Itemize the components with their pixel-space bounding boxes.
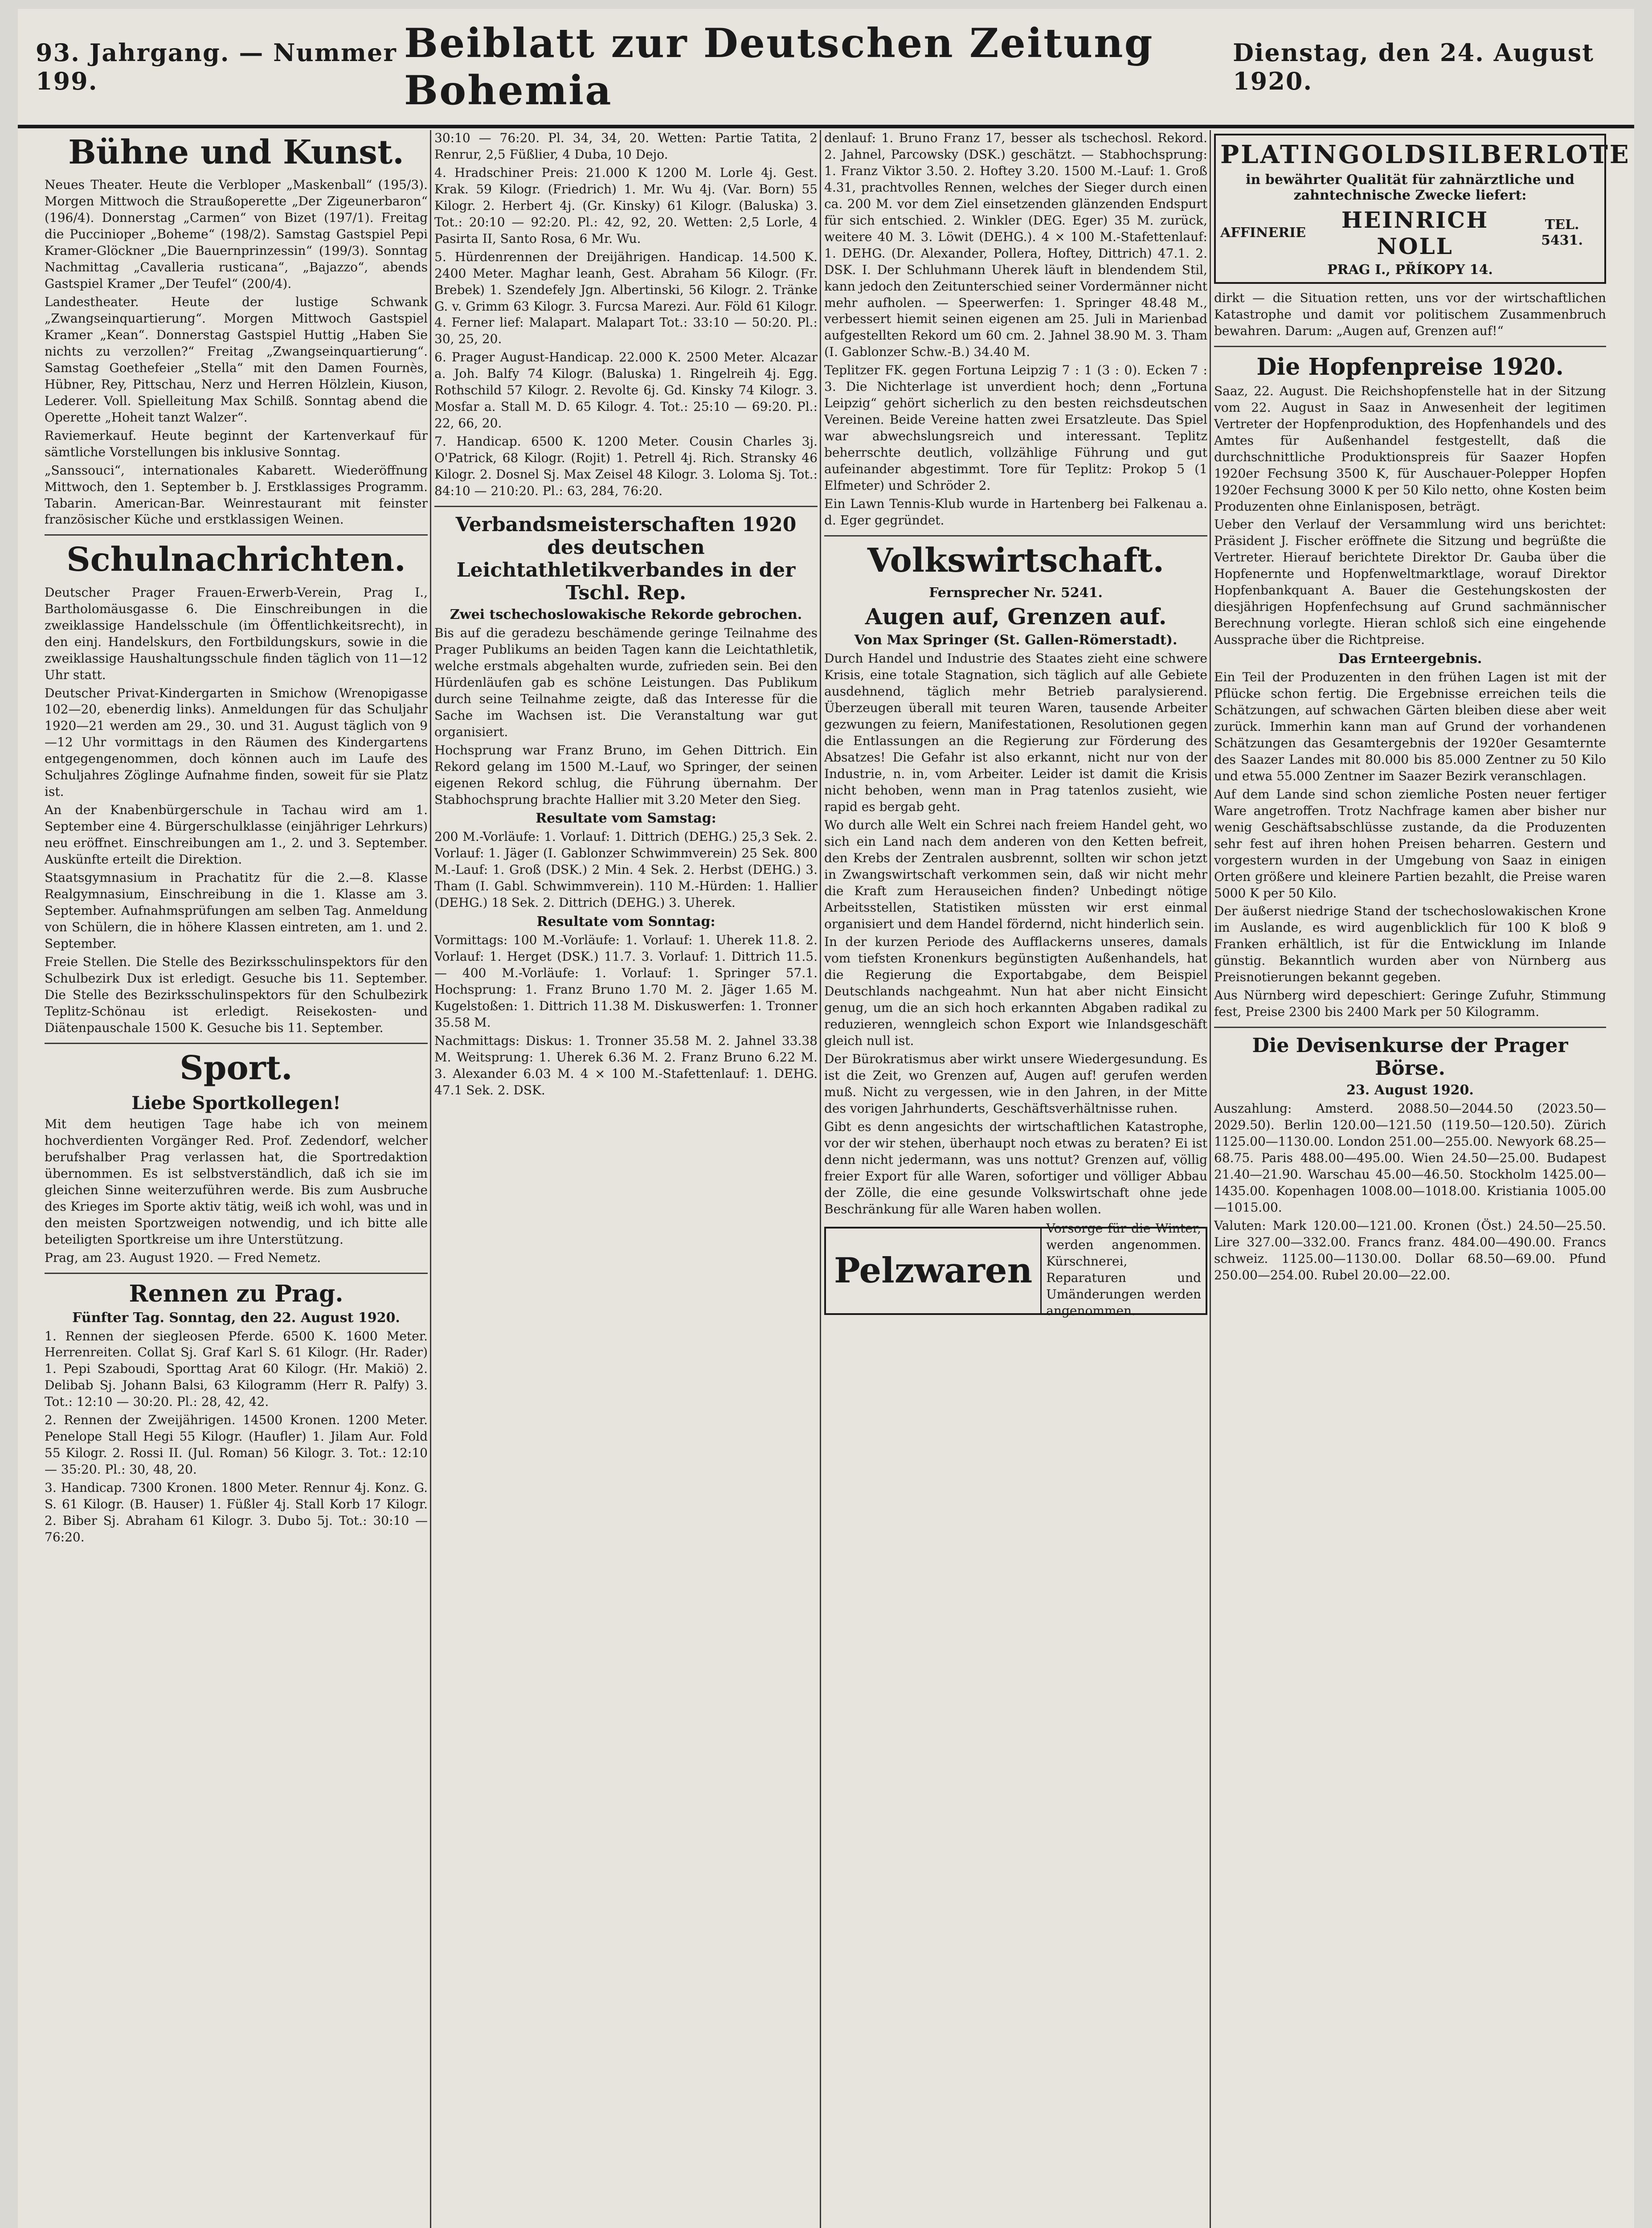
verband-header: Verbandsmeisterschaften 1920 des deutschen Leichtathletikverbandes in der Tschl. Rep. <box>455 513 797 604</box>
column-rule <box>1210 130 1211 2228</box>
separator <box>434 506 818 507</box>
ad-word: SILBER <box>1427 140 1547 169</box>
article-paragraph: Hochsprung war Franz Bruno, im Gehen Dittrich. Ein Rekord gelang im 1500 M.-Lauf, wo Springer, der seinen eigenen Rekord schlug, die Führung übernahm. Der Stabhochsprung brachte Hallier mit 3.20 Meter den Sieg. <box>434 742 818 807</box>
issue-date: Dienstag, den 24. August 1920. <box>1233 38 1595 95</box>
section-header-buehne: Bühne und Kunst. <box>68 133 404 172</box>
article-paragraph: Durch Handel und Industrie des Staates zieht eine schwere Krisis, eine totale Stagnation, sich täglich auf alle Gebiete ausdehnend, täglich mehr Betrieb paralysierend. Überzeugen überall mit teuren Waren, tausende Arbeiter gezwungen zu feiern, Manifestationen, Resolutionen gegen die Entlassungen an die Regierung zur Förderung des Absatzes! Die Gefahr ist also erkannt, nicht nur von der Industrie, n. in, vom Arbeiter. Leider ist damit die Krisis nicht behoben, wenn man in Prag tatenlos zusieht, wie rapid es bergab geht. <box>824 651 1207 814</box>
article-paragraph: 5. Hürdenrennen der Dreijährigen. Handicap. 14.500 K. 2400 Meter. Maghar leanh, Gest. Abraham 56 Kilogr. (Fr. Brebek) 1. Szendefely Jgn. Albertinski, 56 Kilogr. 2. Tränke G. v. Grimm 63 Kilogr. 3. Furcsa Marezi. Aur. Föld 61 Kilogr. 4. Ferner lief: Malapart. Malapart Tot.: 33:10 — 50:20. Pl.: 30, 25, 20. <box>434 249 818 347</box>
article-paragraph: Staatsgymnasium in Prachatitz für die 2.—8. Klasse Realgymnasium, Einschreibung in die 1. Klasse am 3. September. Aufnahmsprüfungen am selben Tag. Anmeldung von Schülern, die in höhere Klassen eintreten, am 1. und 2. September. <box>45 870 428 951</box>
ad-word: LOTE <box>1546 140 1631 169</box>
article-paragraph: Teplitzer FK. gegen Fortuna Leipzig 7 : 1 (3 : 0). Ecken 7 : 3. Die Nichterlage ist unverdient hoch; denn „Fortuna Leipzig“ gehört sicherlich zu den besten reichsdeutschen Vereinen. Beide Vereine hatten zwei Ersatzleute. Das Spiel war abwechslungsreich und interessant. Teplitz beherrschte deutlich, vollzählige Führung und gut aufeinander abgestimmt. Tore für Teplitz: Prokop 5 (1 Elfmeter) und Schröder 2. <box>824 363 1207 493</box>
ad-company: HEINRICH NOLL <box>1341 207 1489 259</box>
article-paragraph: Bis auf die geradezu beschämende geringe Teilnahme des Prager Publikums an beiden Tagen kann die Leichtathletik, welche erstmals abgehalten wurde, zufrieden sein. Bei den Hürdenläufen gab es schöne Leistungen. Das Publikum durch seine Teilnahme zeigte, daß das Interesse für die Sache im Wachsen ist. Die Veranstaltung war gut organisiert. <box>434 625 818 739</box>
ad-refiner: AFFINERIE <box>1220 225 1306 241</box>
article-paragraph: Freie Stellen. Die Stelle des Bezirksschulinspektors für den Schulbezirk Dux ist erledigt. Gesuche bis 11. September. Die Stelle des Bezirksschulinspektors für den Schulbezirk Teplitz-Schönau ist erledigt. Reisekosten- und Diätenpauschale 1500 K. Gesuche bis 11. September. <box>45 954 428 1035</box>
article-paragraph: Deutscher Prager Frauen-Erwerb-Verein, Prag I., Bartholomäusgasse 6. Die Einschreibungen in die zweiklassige Handelsschule (im Öffentlichkeitsrecht), in den einj. Handelskurs, den Fortbildungskurs, sowie in die zweiklassige Haushaltungsschule finden täglich von 11—12 Uhr statt. <box>45 585 428 682</box>
column-2 <box>434 130 818 2228</box>
ad-tagline: in bewährter Qualität für zahnärztliche und zahntechnische Zwecke liefert: <box>1246 172 1574 203</box>
column-4 <box>1214 130 1631 2228</box>
article-paragraph: Der äußerst niedrige Stand der tschechoslowakischen Krone im Auslande, es wird augenblicklich für 100 K bloß 9 Franken erhältlich, ist für die Entwicklung im Inlande günstig. Bekanntlich wurden aber von Nürnberg aus Preisnotierungen bekannt gegeben. <box>1214 904 1606 985</box>
article-paragraph: Landestheater. Heute der lustige Schwank „Zwangseinquartierung“. Morgen Mittwoch Gastspiel Kramer „Kean“. Donnerstag Gastspiel Huttig „Haben Sie nichts zu verzollen?“ Freitag „Zwangseinquartierung“. Samstag Goethefeier „Stella“ mit den Damen Fournès, Hübner, Rey, Pittschau, Nerz und Herren Hölzlein, Kiuson, Lederer. Voll. Spielleitung Max Schilß. Sonntag abend die Operette „Hoheit tanzt Walzer“. <box>45 295 428 425</box>
article-paragraph: denlauf: 1. Bruno Franz 17, besser als tschechosl. Rekord. 2. Jahnel, Parcowsky (DSK.) geschätzt. — Stabhochsprung: 1. Franz Viktor 3.50. 2. Hoftey 3.20. 1500 M.-Lauf: 1. Groß 4.31, prachtvolles Rennen, welches der Sieger durch einen ca. 200 M. vor dem Ziel einsetzenden glänzenden Endspurt für sich entschied. 2. Winkler (DEG. Eger) 35 M. zurück, weitere 40 M. 3. Löwit (DEHG.). 4 × 100 M.-Stafettenlauf: 1. DEHG. (Dr. Alexander, Pollera, Hoftey, Dittrich) 47.1. 2. DSK. I. Der Schluhmann Uherek läuft in blendendem Stil, kann jedoch den Zeitunterschied seiner Vordermänner nicht mehr aufholen. — Speerwerfen: 1. Springer 48.48 M., verbessert hiemit seinen eigenen am 25. Juli in Marienbad aufgestellten Rekord um 60 cm. 2. Jahnel 38.90 M. 3. Tham (I. Gablonzer Schw.-B.) 34.40 M. <box>824 131 1207 360</box>
devisen-date: 23. August 1920. <box>1346 1082 1474 1098</box>
newspaper-page <box>18 9 1634 2228</box>
article-paragraph: Auf dem Lande sind schon ziemliche Posten neuer fertiger Ware angetroffen. Trotz Nachfrage kamen aber bisher nur wenig Geschäftsabschlüsse zustande, da die Produzenten sehr fest auf ihren hohen Preisen beharren. Gestern und vorgestern wurden in der Umgebung von Saaz in einigen Orten größere und kleinere Partien bezahlt, die Preise waren 5000 K per 50 Kilo. <box>1214 786 1606 901</box>
article-paragraph: 2. Rennen der Zweijährigen. 14500 Kronen. 1200 Meter. Penelope Stall Hegi 55 Kilogr. (Haufler) 1. Jilam Aur. Fold 55 Kilogr. 2. Rossi II. (Jul. Roman) 56 Kilogr. 3. Tot.: 12:10 — 35:20. Pl.: 30, 48, 20. <box>45 1413 428 1477</box>
masthead <box>18 9 1634 128</box>
pelzwaren-word: Pelzwaren <box>826 1229 1042 1313</box>
ad-word: PLATIN <box>1220 140 1338 169</box>
results-header: Resultate vom Samstag: <box>536 811 716 827</box>
rennen-header: Rennen zu Prag. <box>129 1280 343 1307</box>
ad-telephone: TEL. 5431. <box>1541 217 1583 248</box>
article-paragraph: Auszahlung: Amsterd. 2088.50—2044.50 (2023.50—2029.50). Berlin 120.00—121.50 (119.50—120.50). Zürich 1125.00—1130.00. London 251.00—255.00. Newyork 68.25—68.75. Paris 488.00—495.00. Wien 24.50—25.00. Budapest 21.40—21.90. Warschau 45.00—46.50. Stockholm 1425.00—1435.00. Kopenhagen 1008.00—1018.00. Kristiania 1005.00—1015.00. <box>1214 1101 1606 1215</box>
article-paragraph: 1. Rennen der siegleosen Pferde. 6500 K. 1600 Meter. Herrenreiten. Collat Sj. Graf Karl S. 61 Kilogr. (Hr. Rader) 1. Pepi Szaboudi, Sporttag Arat 60 Kilogr. (Hr. Makiö) 2. Delibab Sj. Johann Balsi, 63 Kilogramm (Herr R. Palfy) 3. Tot.: 12:10 — 30:20. Pl.: 28, 42, 42. <box>45 1328 428 1409</box>
article-paragraph: Deutscher Privat-Kindergarten in Smichow (Wrenopigasse 102—20, ebenerdig links). Anmeldungen für das Schuljahr 1920—21 werden am 29., 30. und 31. August täglich von 9—12 Uhr vormittags in den Räumen des Kindergartens entgegengenommen, doch können auch im Laufe des Schuljahres Zöglinge Aufnahme finden, soweit für sie Platz ist. <box>45 685 428 799</box>
column-1 <box>45 130 428 2228</box>
augen-byline: Von Max Springer (St. Gallen-Römerstadt). <box>854 632 1178 648</box>
volks-telephone: Fernsprecher Nr. 5241. <box>929 585 1103 601</box>
verband-subheader: Zwei tschechoslowakische Rekorde gebrochen. <box>450 606 802 623</box>
article-paragraph: Vormittags: 100 M.-Vorläufe: 1. Vorlauf: 1. Uherek 11.8. 2. Vorlauf: 1. Herget (DSK.) 11.7. 3. Vorlauf: 1. Dittrich 11.5. — 400 M.-Vorläufe: 1. Vorlauf: 1. Springer 57.1. Hochsprung: 1. Franz Bruno 1.70 M. 2. Jäger 1.65 M. Kugelstoßen: 1. Dittrich 11.38 M. Diskuswerfen: 1. Tronner 35.58 M. <box>434 933 818 1030</box>
newspaper-title: Beiblatt zur Deutschen Zeitung Bohemia <box>404 20 1154 114</box>
noll-advertisement <box>1214 134 1631 284</box>
results-header: Resultate vom Sonntag: <box>536 914 716 930</box>
section-header-sport: Sport. <box>180 1048 293 1087</box>
issue-number: 93. Jahrgang. — Nummer 199. <box>36 38 397 95</box>
article-paragraph: 30:10 — 76:20. Pl. 34, 34, 20. Wetten: Partie Tatita, 2 Renrur, 2,5 Füßlier, 4 Duba, 10 Dejo. <box>434 131 818 162</box>
column-rule <box>430 130 431 2228</box>
article-paragraph: Nachmittags: Diskus: 1. Tronner 35.58 M. 2. Jahnel 33.38 M. Weitsprung: 1. Uherek 6.36 M. 2. Franz Bruno 6.22 M. 3. Alexander 6.03 M. 4 × 100 M.-Stafettenlauf: 1. DEHG. 47.1 Sek. 2. DSK. <box>434 1033 818 1098</box>
article-paragraph: Wo durch alle Welt ein Schrei nach freiem Handel geht, wo sich ein Land nach dem anderen von den Ketten befreit, den Krebs der Zentralen ausbrennt, sollten wir schon jetzt in Zwangswirtschaft verkommen sein, daß wir nicht mehr die Kraft zum Herauseichen finden? Unbedingt nötige Arbeitsstellen, Statistiken müssten wir erst einmal organisiert und dem Handel fördernd, nicht hinderlich sein. <box>824 817 1207 931</box>
article-paragraph: dirkt — die Situation retten, uns vor der wirtschaftlichen Katastrophe und damit vor politischem Zusammenbruch bewahren. Darum: „Augen auf, Grenzen auf!“ <box>1214 291 1606 338</box>
article-paragraph: 3. Handicap. 7300 Kronen. 1800 Meter. Rennur 4j. Konz. G. S. 61 Kilogr. (B. Hauser) 1. Füßler 4j. Stall Korb 17 Kilogr. 2. Biber Sj. Abraham 61 Kilogr. 3. Dubo 5j. Tot.: 30:10 — 76:20. <box>45 1480 428 1544</box>
article-signature: Prag, am 23. August 1920. — Fred Nemetz. <box>45 1250 321 1265</box>
article-paragraph: Valuten: Mark 120.00—121.00. Kronen (Öst.) 24.50—25.50. Lire 327.00—332.00. Francs franz. 484.00—490.00. Francs schweiz. 1125.00—1130.00. Dollar 68.50—69.00. Pfund 250.00—254.00. Rubel 20.00—22.00. <box>1214 1218 1606 1282</box>
article-paragraph: An der Knabenbürgerschule in Tachau wird am 1. September eine 4. Bürgerschulklasse (einjähriger Lehrkurs) neu eröffnet. Einschreibungen am 1., 2. und 3. September. Auskünfte erteilt die Direktion. <box>45 803 428 867</box>
hopfen-header: Die Hopfenpreise 1920. <box>1256 353 1564 381</box>
pelzwaren-ad <box>824 1220 1207 1318</box>
column-rule <box>820 130 821 2228</box>
article-paragraph: Aus Nürnberg wird depeschiert: Geringe Zufuhr, Stimmung fest, Preise 2300 bis 2400 Mark per 50 Kilogramm. <box>1214 988 1606 1020</box>
column-3 <box>824 130 1207 2228</box>
article-paragraph: In der kurzen Periode des Aufflackerns unseres, damals vom tiefsten Kronenkurs begünstigten Außenhandels, hat die Regierung die Exportabgabe, dem Beispiel Deutschlands nachgeahmt. Nun hat aber nicht Einsicht genug, um die an sich hoch erkannten Abgaben radikal zu reduzieren, wenngleich schon Export wie Inlandsgeschäft gleich null ist. <box>824 934 1207 1048</box>
article-paragraph: 200 M.-Vorläufe: 1. Vorlauf: 1. Dittrich (DEHG.) 25,3 Sek. 2. Vorlauf: 1. Jäger (I. Gablonzer Schwimmverein) 25 Sek. 800 M.-Lauf: 1. Groß (DSK.) 2 Min. 4 Sek. 2. Herbst (DEHG.) 3. Tham (I. Gabl. Schwimmverein). 110 M.-Hürden: 1. Hallier (DEHG.) 18 Sek. 2. Dittrich (DEHG.) 3. Uherek. <box>434 829 818 910</box>
sport-subheader: Liebe Sportkollegen! <box>131 1092 341 1114</box>
rennen-subheader: Fünfter Tag. Sonntag, den 22. August 1920. <box>72 1310 400 1326</box>
article-paragraph: „Sanssouci“, internationales Kabarett. Wiederöffnung Mittwoch, den 1. September b. J. Erstklassiges Programm. Tabarin. American-Bar. Weinrestaurant mit feinster französischer Küche und erstklassigen Weinen. <box>45 463 428 527</box>
columns <box>18 130 1634 2228</box>
devisen-header: Die Devisenkurse der Prager Börse. <box>1252 1034 1568 1080</box>
article-paragraph: Mit dem heutigen Tage habe ich von meinem hochverdienten Vorgänger Red. Prof. Zedendorf, welcher berufshalber Prag verlassen hat, die Sportredaktion übernommen. Es ist selbstverständlich, daß ich sie im gleichen Sinne weiterzuführen werde. Bis zum Ausbruche des Krieges im Sporte aktiv tätig, weiß ich wohl, was und in den meisten Sportzweigen notwendig, und ich bitte alle beteiligten Sportkreise um ihre Unterstützung. <box>45 1116 428 1247</box>
article-paragraph: Neues Theater. Heute die Verbloper „Maskenball“ (195/3). Morgen Mittwoch die Straußoperette „Der Zigeunerbaron“ (196/4). Donnerstag „Carmen“ von Bizet (197/1). Freitag die Puccinioper „Boheme“ (198/2). Samstag Gastspiel Pepi Kramer-Glöckner „Die Bauernprinzessin“ (199/3). Sonntag Nachmittag „Cavalleria rusticana“, „Bajazzo“, abends Gastspiel Kramer „Der Teufel“ (200/4). <box>45 177 428 291</box>
separator <box>45 534 428 536</box>
ernte-header: Das Ernteergebnis. <box>1338 651 1482 667</box>
article-paragraph: 7. Handicap. 6500 K. 1200 Meter. Cousin Charles 3j. O'Patrick, 68 Kilogr. (Rojit) 1. Petrell 4j. Rich. Stransky 46 Kilogr. 2. Dosnel Sj. Max Zeisel 48 Kilogr. 3. Loloma Sj. Tot.: 84:10 — 210:20. Pl.: 63, 284, 76:20. <box>434 434 818 499</box>
separator <box>824 535 1207 537</box>
section-header-schul: Schulnachrichten. <box>66 541 406 579</box>
article-paragraph: Ein Teil der Produzenten in den frühen Lagen ist mit der Pflücke schon fertig. Die Ergebnisse erreichen teils die Schätzungen, auf schwachen Gärten bleiben diese aber weit zurück. Immerhin kann man auf Grund der vorhandenen Schätzungen das Gesamtergebnis der 1920er Gesamternte des Saazer Landes mit 80.000 bis 85.000 Zentner zu 50 Kilo und etwa 55.000 Zentner im Saazer Bezirk veranschlagen. <box>1214 670 1606 783</box>
separator <box>45 1043 428 1044</box>
article-paragraph: Saaz, 22. August. Die Reichshopfenstelle hat in der Sitzung vom 22. August in Saaz in Anwesenheit der legitimen Vertreter der Hopfenproduktion, des Hopfenhandels und des Amtes für Außenhandel festgestellt, daß die durchschnittliche Produktionspreis für Saazer Hopfen 1920er Fechsung 3500 K, für Auschauer-Polepper Hopfen 1920er Fechsung 3000 K per 50 Kilo netto, ohne Kosten beim Produzenten ohne Einlanisposen, beträgt. <box>1214 383 1606 514</box>
separator <box>1214 1027 1606 1028</box>
augen-header: Augen auf, Grenzen auf. <box>865 603 1167 630</box>
article-paragraph: Ueber den Verlauf der Versammlung wird uns berichtet: Präsident J. Fischer eröffnete die Sitzung und begrüßte die Vertreter. Hierauf berichtete Direktor Dr. Gauba über die Hopfenernte und Hopfenweltmarktlage, worauf Direktor Hopfenbankquant A. Bauer die Gestehungskosten der diesjährigen Hopfenfechsung auf Grund sachmännischer Berechnung vorlegte. Hieran schloß sich eine eingehende Aussprache über die Richtpreise. <box>1214 517 1606 647</box>
article-paragraph: 4. Hradschiner Preis: 21.000 K 1200 M. Lorle 4j. Gest. Krak. 59 Kilogr. (Friedrich) 1. Mr. Wu 4j. (Var. Born) 55 Kilogr. 2. Herbert 4j. (Gr. Kinsky) 61 Kilogr. (Baluska) 3. Tot.: 20:10 — 92:20. Pl.: 42, 92, 20. Wetten: 2,5 Lorle, 4 Pasirta II, Santo Rosa, 6 Mr. Wu. <box>434 165 818 246</box>
section-header-volks: Volkswirtschaft. <box>867 541 1165 580</box>
article-paragraph: Der Bürokratismus aber wirkt unsere Wiedergesundung. Es ist die Zeit, wo Grenzen auf, Augen auf! gerufen werden muß. Nicht zu vergessen, wie in den Jahren, in der Mitte des vorigen Jahrhunderts, Geschäftsverhältnisse ruhen. <box>824 1052 1207 1116</box>
ad-address: PRAG I., PŘÍKOPY 14. <box>1327 262 1493 278</box>
separator <box>1214 346 1606 347</box>
ad-word: GOLD <box>1338 140 1428 169</box>
article-paragraph: Raviemerkauf. Heute beginnt der Kartenverkauf für sämtliche Vorstellungen bis inklusive Sonntag. <box>45 428 428 459</box>
article-paragraph: Gibt es denn angesichts der wirtschaftlichen Katastrophe, vor der wir stehen, überhaupt noch etwas zu beraten? Ei ist denn nicht jedermann, was uns nottut? Grenzen auf, völlig freier Export für alle Waren, sofortiger und völliger Abbau der Zölle, die eine gesunde Volkswirtschaft ohne jede Beschränkung für alle Waren haben wollen. <box>824 1119 1207 1216</box>
separator <box>45 1273 428 1274</box>
article-paragraph: Ein Lawn Tennis-Klub wurde in Hartenberg bei Falkenau a. d. Eger gegründet. <box>824 496 1207 528</box>
pelzwaren-text: Vorsorge für die Winter, werden angenommen. Kürschnerei, Reparaturen und Umänderungen werden angenommen. <box>1046 1220 1201 1318</box>
ad-metals <box>1220 140 1631 169</box>
article-paragraph: 6. Prager August-Handicap. 22.000 K. 2500 Meter. Alcazar a. Joh. Balfy 74 Kilogr. (Baluska) 1. Ringelreih 4j. Egg. Rothschild 57 Kilogr. 2. Revolte 6j. Gd. Kinsky 74 Kilogr. 3. Mosfar a. Stall M. D. 65 Kilogr. 4. Tot.: 25:10 — 69:20. Pl.: 22, 66, 20. <box>434 350 818 431</box>
